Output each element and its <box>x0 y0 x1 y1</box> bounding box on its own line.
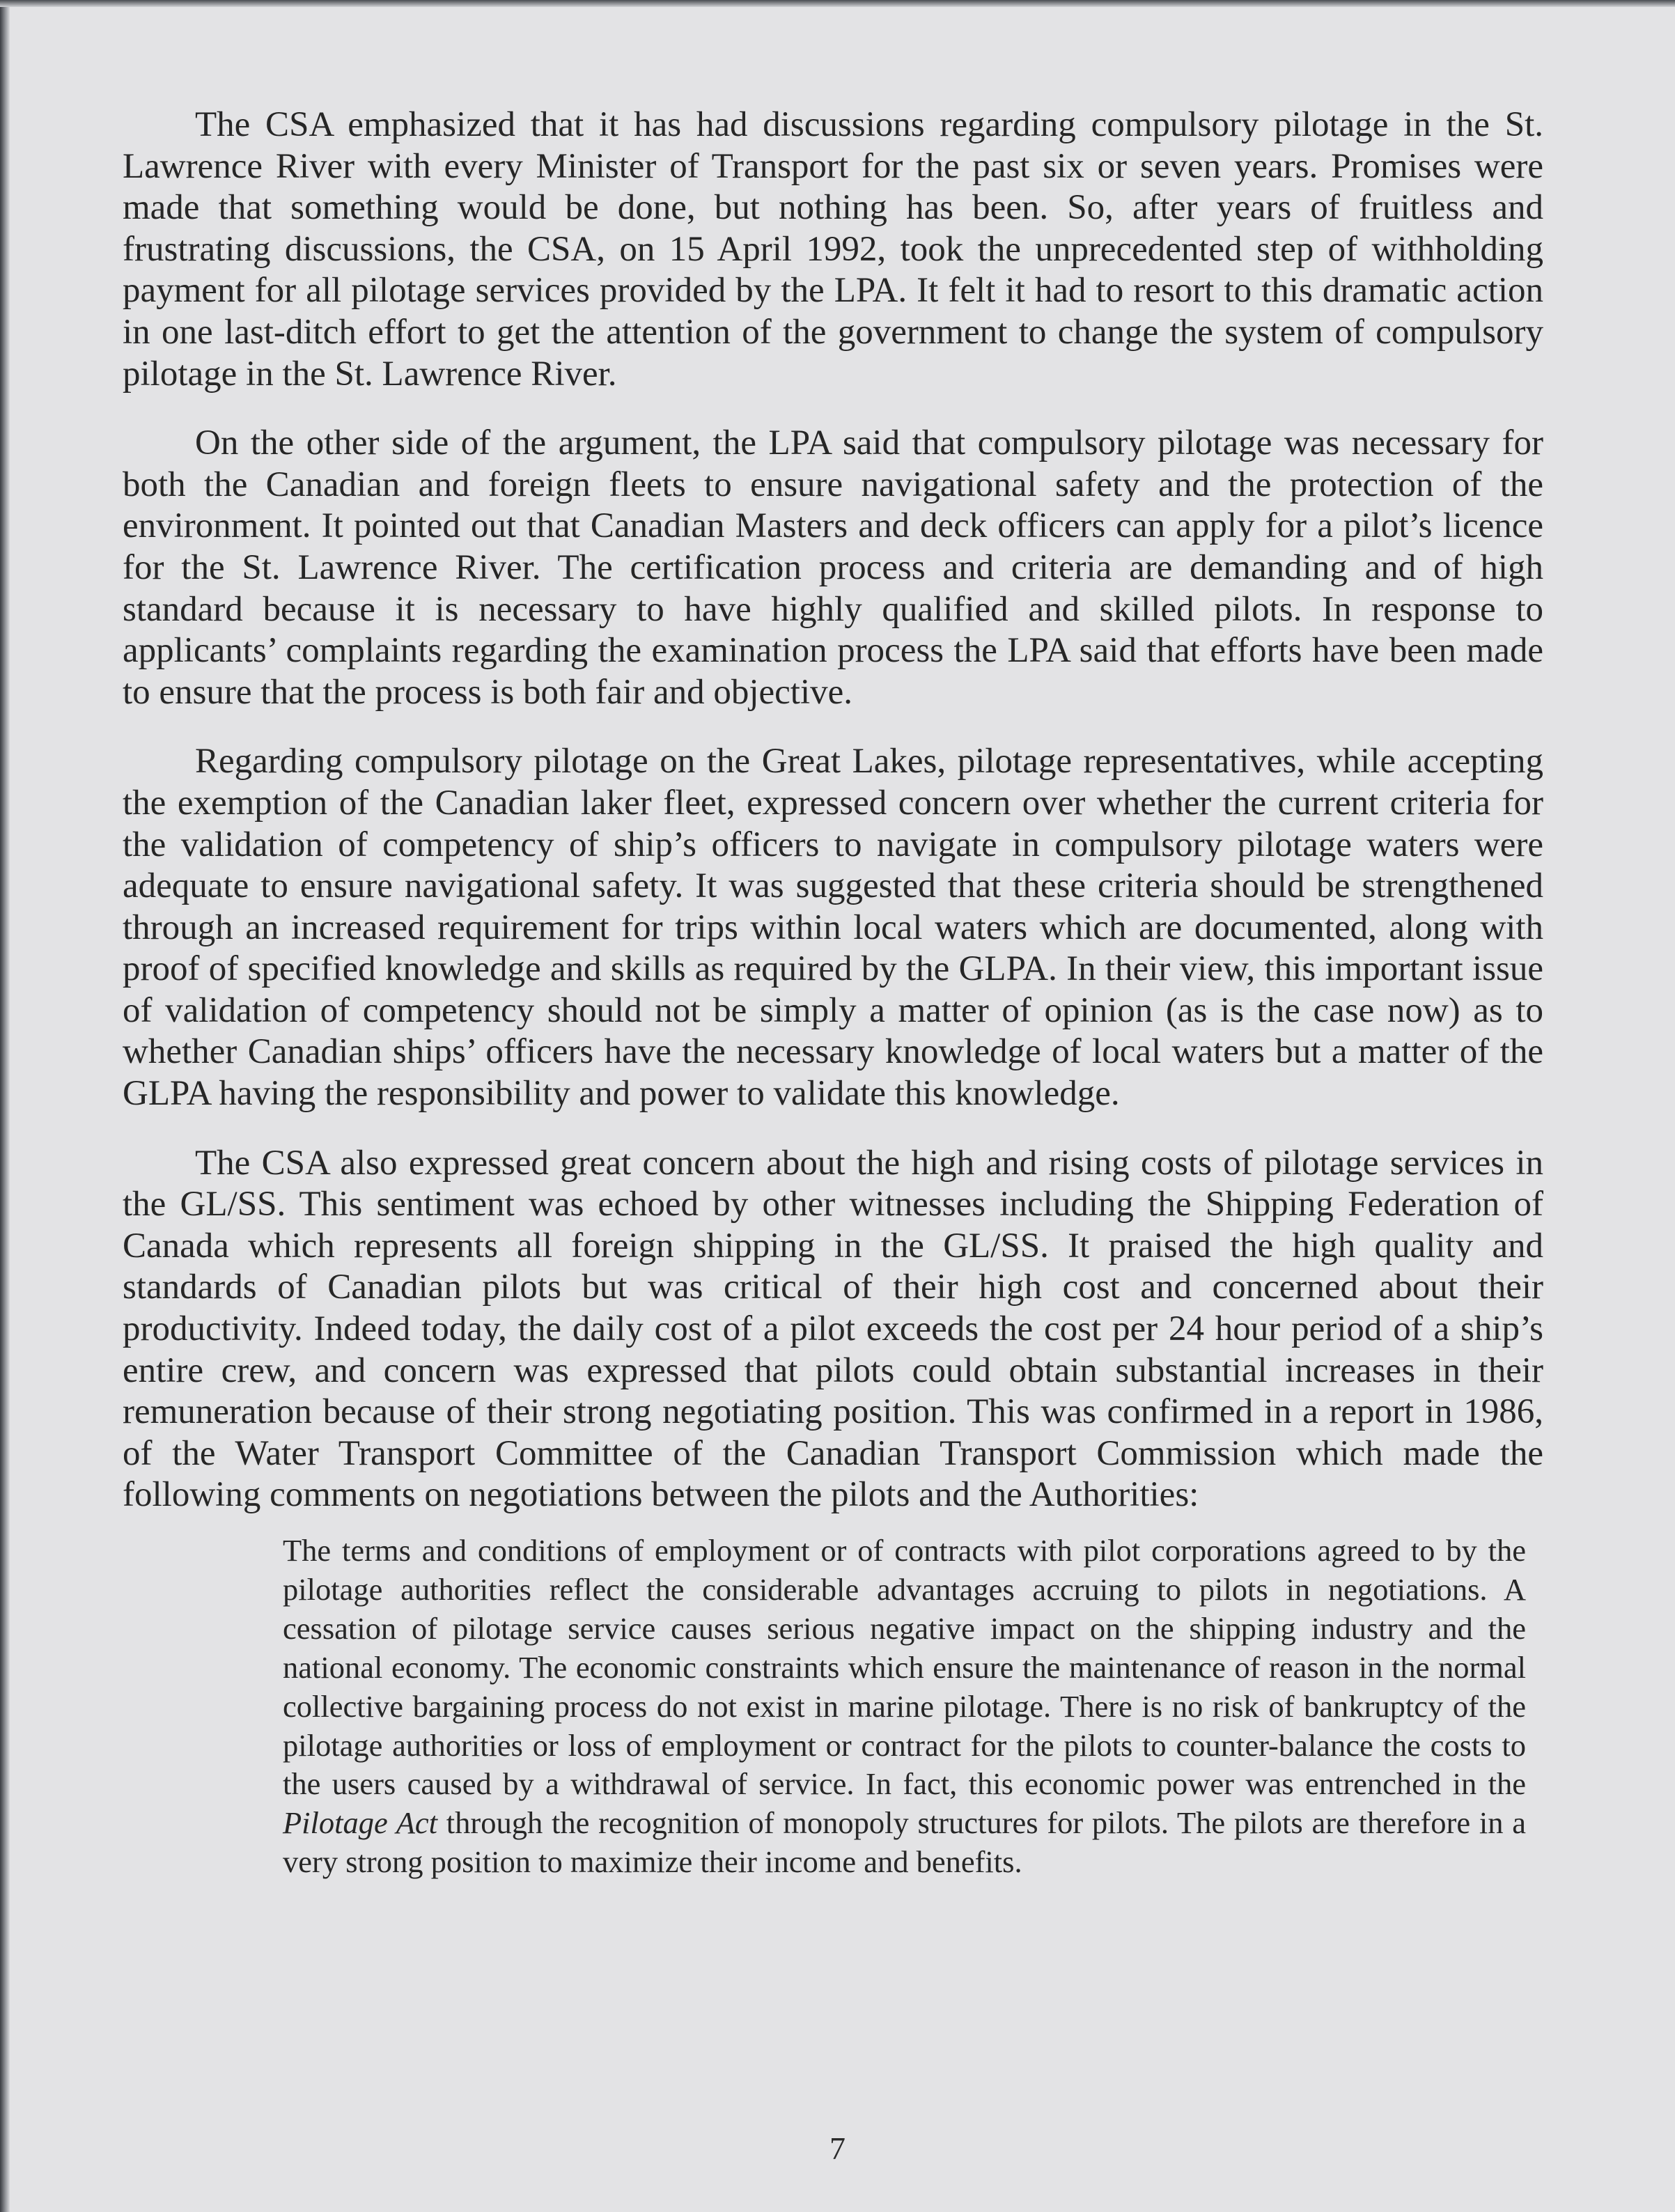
block-quote <box>283 1532 1526 1882</box>
quote-italic-title: Pilotage Act <box>283 1805 438 1841</box>
paragraph-great-lakes: Regarding compulsory pilotage on the Great Lakes, pilotage representatives, while accepting the exemption of the Canadian laker fleet, expressed concern over whether the current criteria for the validation of competency of ship’s officers to navigate in compulsory pilotage waters were adequate to ensure navigational safety. It was suggested that these criteria should be strengthened through an increased requirement for trips within local waters which are documented, along with proof of specified knowledge and skills as required by the GLPA. In their view, this important issue of validation of competency should not be simply a matter of opinion (as is the case now) as to whether Canadian ships’ officers have the necessary knowledge of local waters but a matter of the GLPA having the responsibility and power to validate this knowledge. <box>123 742 1543 1114</box>
paragraph-pilotage-costs: The CSA also expressed great concern about the high and rising costs of pilotage services in the GL/SS. This sentiment was echoed by other witnesses including the Shipping Federation of Canada which represents all foreign shipping in the GL/SS. It praised the high quality and standards of Canadian pilots but was critical of their high cost and concerned about their productivity. Indeed today, the daily cost of a pilot exceeds the cost per 24 hour period of a ship’s entire crew, and concern was expressed that pilots could obtain substantial increases in their remuneration because of their strong negotiating position. This was confirmed in a report in 1986, of the Water Transport Committee of the Canadian Transport Commission which made the following comments on negotiations between the pilots and the Authorities: <box>123 1143 1543 1515</box>
paragraph-lpa-argument: On the other side of the argument, the LPA said that compulsory pilotage was necessary for both the Canadian and foreign fleets to ensure navigational safety and the protection of the environment. It pointed out that Canadian Masters and deck officers can apply for a pilot’s licence for the St. Lawrence River. The certification process and criteria are demanding and of high standard because it is necessary to have highly qualified and skilled pilots. In response to applicants’ complaints regarding the examination process the LPA said that efforts have been made to ensure that the process is both fair and objective. <box>123 423 1543 712</box>
document-body <box>123 104 1543 1882</box>
page-number: 7 <box>829 2131 846 2166</box>
page-binding-shadow <box>0 0 10 2212</box>
quote-text-end: through the recognition of monopoly structures for pilots. The pilots are therefore in a very strong position to maximize their income and benefits. <box>283 1805 1526 1880</box>
quote-text-start: The terms and conditions of employment or of contracts with pilot corporations agreed to by the pilotage authorities reflect the considerable advantages accruing to pilots in negotiations. A cessation of pilotage service causes serious negative impact on the shipping industry and the national economy. The economic constraints which ensure the maintenance of reason in the normal collective bargaining process do not exist in marine pilotage. There is no risk of bankruptcy of the pilotage authorities or loss of employment or contract for the pilots to counter-balance the costs to the users caused by a withdrawal of service. In fact, this economic power was entrenched in the <box>283 1533 1526 1802</box>
paragraph-csa-discussions: The CSA emphasized that it has had discussions regarding compulsory pilotage in the St. Lawrence River with every Minister of Transport for the past six or seven years. Promises were made that something would be done, but nothing has been. So, after years of fruitless and frustrating discussions, the CSA, on 15 April 1992, took the unprecedented step of withholding payment for all pilotage services provided by the LPA. It felt it had to resort to this dramatic action in one last-ditch effort to get the attention of the government to change the system of compulsory pilotage in the St. Lawrence River. <box>123 105 1543 394</box>
page-top-edge <box>0 0 1675 7</box>
